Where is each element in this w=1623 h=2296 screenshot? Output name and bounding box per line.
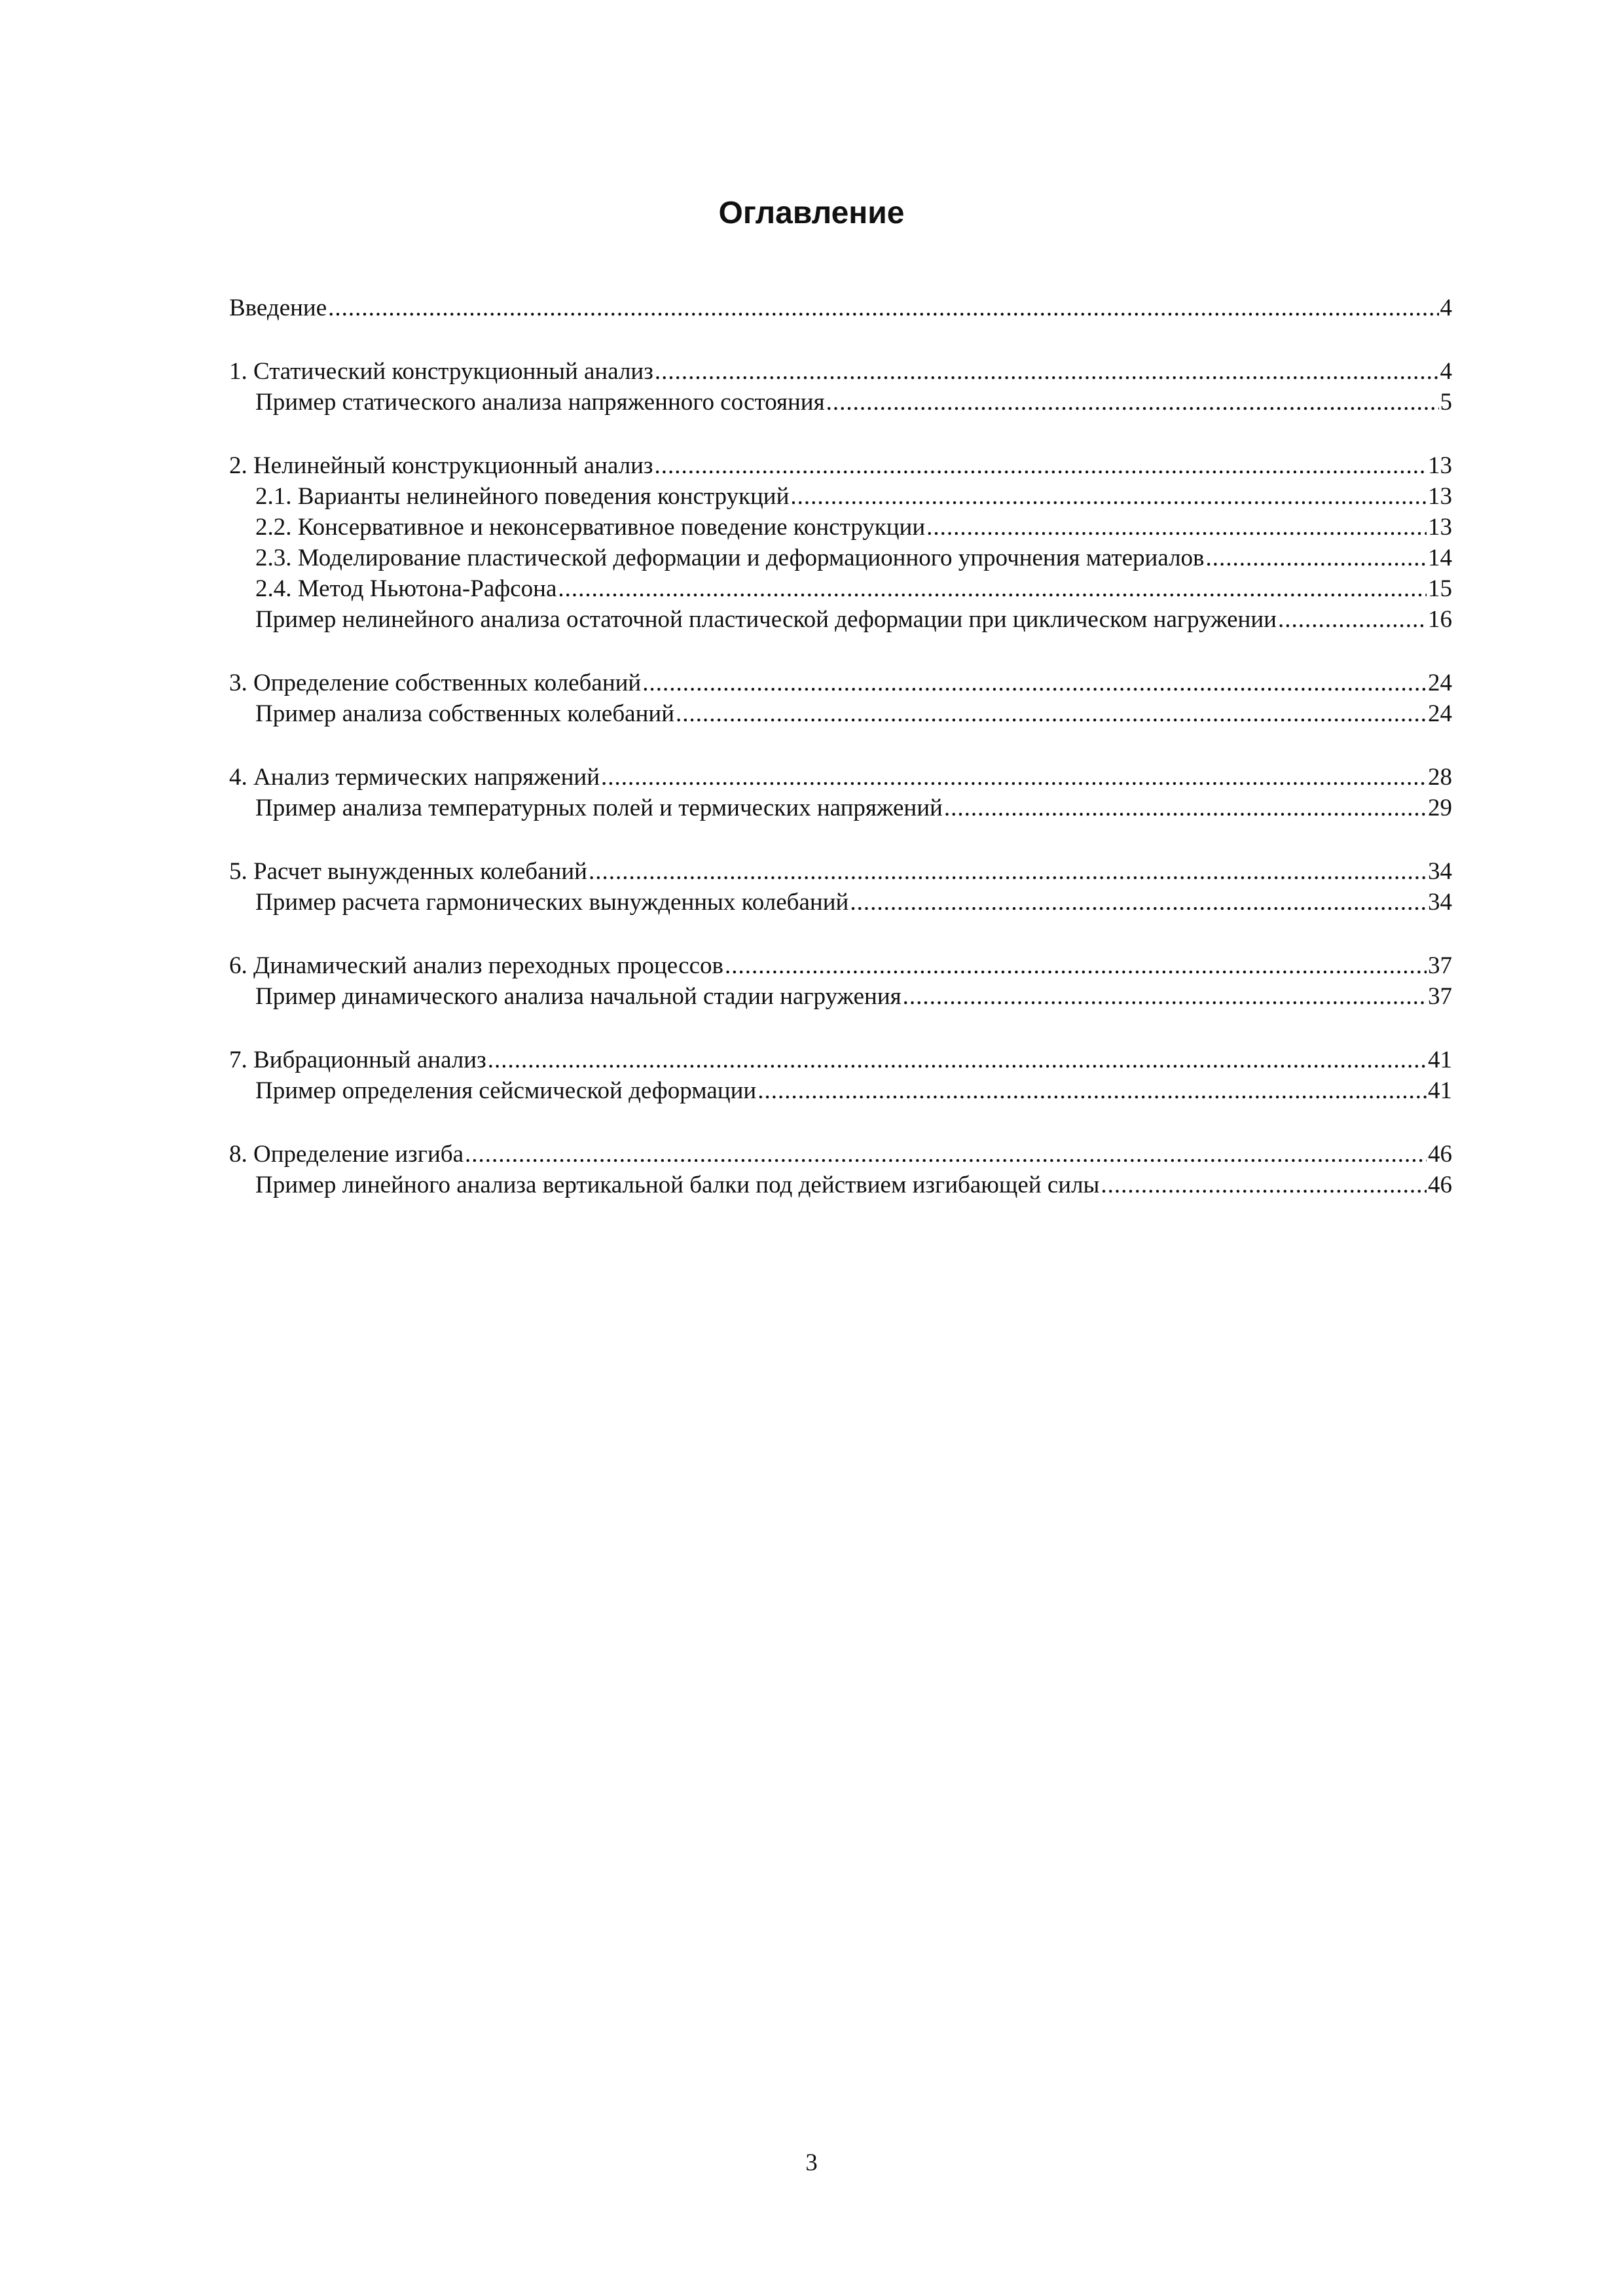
toc-entry-label: 4. Анализ термических напряжений bbox=[229, 764, 600, 791]
toc-entry-page: 13 bbox=[1428, 452, 1452, 479]
toc-entry-label: Пример динамического анализа начальной стадии нагружения bbox=[255, 983, 902, 1010]
dot-leader bbox=[926, 512, 1427, 543]
toc-entry-label: Пример линейного анализа вертикальной балки под действием изгибающей силы bbox=[255, 1172, 1100, 1198]
dot-leader bbox=[676, 698, 1427, 729]
toc-entry-page: 28 bbox=[1428, 764, 1452, 791]
toc-entry-section-2-4[interactable] bbox=[229, 573, 1452, 604]
toc-entry-page: 4 bbox=[1440, 358, 1452, 385]
dot-leader bbox=[642, 668, 1427, 698]
toc-entry-label: 2.4. Метод Ньютона-Рафсона bbox=[255, 575, 557, 602]
dot-leader bbox=[655, 450, 1427, 481]
toc-entry-chapter-5-example[interactable] bbox=[229, 887, 1452, 918]
toc-entry-label: Введение bbox=[229, 295, 327, 321]
toc-entry-page: 46 bbox=[1428, 1141, 1452, 1168]
toc-entry-chapter-8-example[interactable] bbox=[229, 1170, 1452, 1200]
toc-entry-label: 2.2. Консервативное и неконсервативное поведение конструкции bbox=[255, 514, 926, 541]
toc-entry-label: Пример нелинейного анализа остаточной пластической деформации при циклическом нагружении bbox=[255, 606, 1277, 633]
dot-leader bbox=[1278, 604, 1427, 635]
toc-entry-page: 16 bbox=[1428, 606, 1452, 633]
toc-entry-page: 13 bbox=[1428, 514, 1452, 541]
toc-group-chapter-1 bbox=[229, 356, 1452, 418]
toc-entry-page: 46 bbox=[1428, 1172, 1452, 1198]
toc-entry-section-2-1[interactable] bbox=[229, 481, 1452, 512]
toc-entry-section-2-3[interactable] bbox=[229, 543, 1452, 573]
dot-leader bbox=[725, 950, 1427, 981]
dot-leader bbox=[944, 793, 1427, 823]
dot-leader bbox=[589, 856, 1427, 887]
toc-entry-page: 15 bbox=[1428, 575, 1452, 602]
toc-entry-label: 7. Вибрационный анализ bbox=[229, 1047, 486, 1073]
toc-entry-chapter-7-example[interactable] bbox=[229, 1075, 1452, 1106]
page-number: 3 bbox=[805, 2149, 818, 2176]
toc-entry-label: 3. Определение собственных колебаний bbox=[229, 670, 642, 696]
dot-leader bbox=[790, 481, 1427, 512]
dot-leader bbox=[465, 1139, 1427, 1170]
dot-leader bbox=[655, 356, 1439, 387]
dot-leader bbox=[601, 762, 1427, 793]
dot-leader bbox=[1206, 543, 1427, 573]
toc-entry-page: 37 bbox=[1428, 952, 1452, 979]
toc-entry-chapter-2-example[interactable] bbox=[229, 604, 1452, 635]
toc-entry-chapter-4[interactable] bbox=[229, 762, 1452, 793]
toc-entry-label: 1. Статический конструкционный анализ bbox=[229, 358, 653, 385]
dot-leader bbox=[328, 293, 1438, 323]
toc-entry-chapter-1-example[interactable] bbox=[229, 387, 1452, 418]
toc-entry-page: 29 bbox=[1428, 795, 1452, 821]
toc-entry-label: Пример статического анализа напряженного состояния bbox=[255, 389, 825, 416]
dot-leader bbox=[903, 981, 1427, 1012]
toc-group-chapter-7 bbox=[229, 1045, 1452, 1106]
toc-group-introduction bbox=[229, 293, 1452, 323]
toc-entry-page: 5 bbox=[1440, 389, 1452, 416]
toc-entry-label: Пример анализа собственных колебаний bbox=[255, 700, 675, 727]
toc-entry-page: 24 bbox=[1428, 700, 1452, 727]
dot-leader bbox=[1101, 1170, 1427, 1200]
dot-leader bbox=[826, 387, 1439, 418]
toc-entry-label: 2. Нелинейный конструкционный анализ bbox=[229, 452, 653, 479]
toc-group-chapter-3 bbox=[229, 668, 1452, 729]
table-of-contents bbox=[229, 293, 1452, 1233]
toc-entry-chapter-6-example[interactable] bbox=[229, 981, 1452, 1012]
toc-entry-chapter-1[interactable] bbox=[229, 356, 1452, 387]
toc-entry-page: 37 bbox=[1428, 983, 1452, 1010]
dot-leader bbox=[488, 1045, 1427, 1075]
toc-entry-chapter-7[interactable] bbox=[229, 1045, 1452, 1075]
toc-entry-page: 34 bbox=[1428, 889, 1452, 916]
toc-entry-section-2-2[interactable] bbox=[229, 512, 1452, 543]
toc-entry-chapter-4-example[interactable] bbox=[229, 793, 1452, 823]
toc-entry-label: 8. Определение изгиба bbox=[229, 1141, 464, 1168]
toc-entry-chapter-8[interactable] bbox=[229, 1139, 1452, 1170]
toc-group-chapter-4 bbox=[229, 762, 1452, 823]
dot-leader bbox=[558, 573, 1427, 604]
toc-entry-chapter-6[interactable] bbox=[229, 950, 1452, 981]
toc-entry-label: Пример определения сейсмической деформации bbox=[255, 1077, 757, 1104]
toc-entry-label: Пример анализа температурных полей и термических напряжений bbox=[255, 795, 943, 821]
toc-entry-page: 34 bbox=[1428, 858, 1452, 885]
toc-entry-label: 5. Расчет вынужденных колебаний bbox=[229, 858, 587, 885]
toc-entry-chapter-5[interactable] bbox=[229, 856, 1452, 887]
toc-entry-page: 41 bbox=[1428, 1077, 1452, 1104]
toc-entry-page: 24 bbox=[1428, 670, 1452, 696]
toc-entry-chapter-2[interactable] bbox=[229, 450, 1452, 481]
toc-entry-page: 14 bbox=[1428, 545, 1452, 571]
toc-entry-page: 41 bbox=[1428, 1047, 1452, 1073]
toc-entry-chapter-3[interactable] bbox=[229, 668, 1452, 698]
page-title: Оглавление bbox=[718, 196, 905, 230]
toc-entry-label: 6. Динамический анализ переходных процессов bbox=[229, 952, 723, 979]
toc-group-chapter-6 bbox=[229, 950, 1452, 1012]
toc-entry-page: 4 bbox=[1440, 295, 1452, 321]
toc-entry-page: 13 bbox=[1428, 483, 1452, 510]
toc-group-chapter-2 bbox=[229, 450, 1452, 635]
toc-entry-label: 2.1. Варианты нелинейного поведения конструкций bbox=[255, 483, 790, 510]
toc-group-chapter-5 bbox=[229, 856, 1452, 918]
toc-entry-label: Пример расчета гармонических вынужденных колебаний bbox=[255, 889, 849, 916]
dot-leader bbox=[757, 1075, 1427, 1106]
toc-entry-chapter-3-example[interactable] bbox=[229, 698, 1452, 729]
toc-entry-label: 2.3. Моделирование пластической деформации и деформационного упрочнения материалов bbox=[255, 545, 1205, 571]
toc-entry-introduction[interactable] bbox=[229, 293, 1452, 323]
toc-group-chapter-8 bbox=[229, 1139, 1452, 1200]
dot-leader bbox=[850, 887, 1427, 918]
